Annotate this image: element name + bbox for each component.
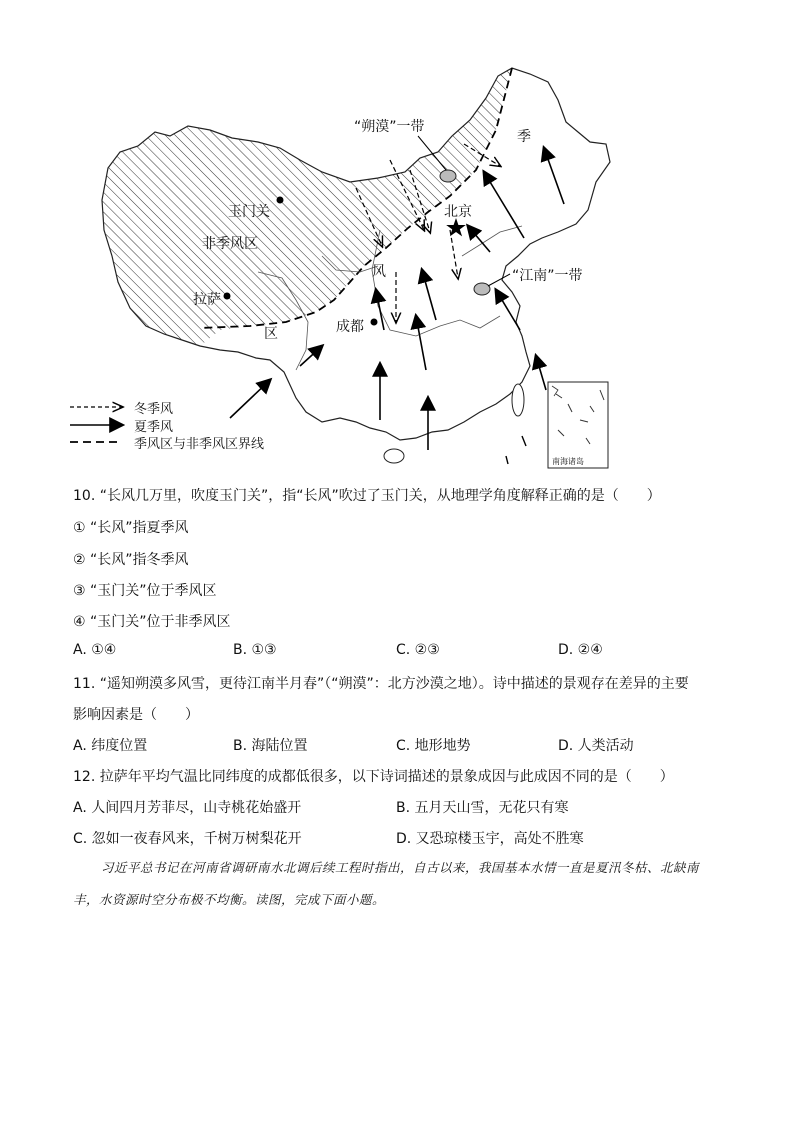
ji-label: 季 <box>517 129 531 145</box>
yumenguan-label: 玉门关 <box>228 204 270 220</box>
q10-option-c[interactable]: C. ②③ <box>396 642 440 658</box>
summer-arrow <box>536 356 546 390</box>
inset-label: 南海诸岛 <box>552 457 584 466</box>
q12-stem: 12. 拉萨年平均气温比同纬度的成都低很多，以下诗词描述的景象成因与此成因不同的是（ ） <box>73 769 674 785</box>
q10-statement-4: ④ “玉门关”位于非季风区 <box>73 614 231 630</box>
hainan-island <box>384 449 404 463</box>
feijifengqu-label: 非季风区 <box>202 236 258 252</box>
q10-option-b[interactable]: B. ①③ <box>233 642 277 658</box>
q11-option-a[interactable]: A. 纬度位置 <box>73 738 148 754</box>
q10-statement-2: ② “长风”指冬季风 <box>73 552 189 568</box>
chengdu-label: 成都 <box>336 319 364 335</box>
legend-boundary-label: 季风区与非季风区界线 <box>134 437 265 452</box>
q12-option-d[interactable]: D. 又恐琼楼玉宇，高处不胜寒 <box>396 831 584 847</box>
summer-arrow <box>230 380 270 418</box>
q11-option-b[interactable]: B. 海陆位置 <box>233 738 308 754</box>
legend-winter-label: 冬季风 <box>134 402 174 417</box>
q10-option-d[interactable]: D. ②④ <box>558 642 603 658</box>
q10-statement-1: ① “长风”指夏季风 <box>73 520 189 536</box>
q12-option-b[interactable]: B. 五月天山雪，无花只有寒 <box>396 800 569 816</box>
q10-option-a[interactable]: A. ①④ <box>73 642 117 658</box>
q11-stem-line2: 影响因素是（ ） <box>73 707 199 723</box>
qu-label: 区 <box>264 326 278 342</box>
q12-option-a[interactable]: A. 人间四月芳菲尽，山寺桃花始盛开 <box>73 800 302 816</box>
q11-option-c[interactable]: C. 地形地势 <box>396 738 471 754</box>
lasa-label: 拉萨 <box>193 292 221 308</box>
lasa-dot <box>224 293 231 300</box>
jiangnan-label: “江南”一带 <box>512 268 583 284</box>
q11-stem-line1: 11. “遥知朔漠多风雪，更待江南半月春”（“朔漠”：北方沙漠之地）。诗中描述的景观存在差异的主要 <box>73 676 689 692</box>
beijing-label: 北京 <box>444 204 472 220</box>
passage-text: 习近平总书记在河南省调研南水北调后续工程时指出，自古以来，我国基本水情一直是夏汛冬枯、北缺南丰，水资源时空分布极不均衡。读图，完成下面小题。 <box>73 860 700 907</box>
q10-stem: 10. “长风几万里，吹度玉门关”，指“长风”吹过了玉门关，从地理学角度解释正确的是（ ） <box>73 488 661 504</box>
shuomo-label: “朔漠”一带 <box>354 119 425 135</box>
chengdu-dot <box>371 319 378 326</box>
shuomo-region-marker <box>440 170 456 182</box>
q11-option-d[interactable]: D. 人类活动 <box>558 738 634 754</box>
jiangnan-region-marker <box>474 283 490 295</box>
yumenguan-dot <box>277 197 284 204</box>
feng-label: 风 <box>372 264 386 280</box>
taiwan-island <box>512 384 524 416</box>
legend-summer-label: 夏季风 <box>134 420 174 435</box>
q10-statement-3: ③ “玉门关”位于季风区 <box>73 583 217 599</box>
q12-option-c[interactable]: C. 忽如一夜春风来，千树万树梨花开 <box>73 831 302 847</box>
china-monsoon-map <box>60 60 620 475</box>
